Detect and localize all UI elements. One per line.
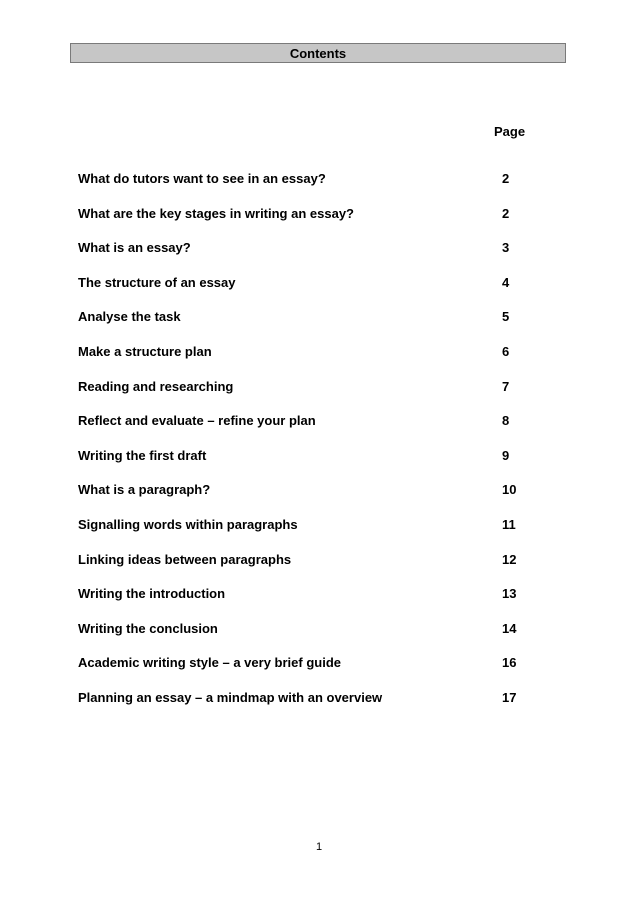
toc-entry-title: What is a paragraph? — [78, 482, 211, 498]
toc-entry-title: Analyse the task — [78, 309, 181, 325]
toc-entry-title: Reading and researching — [78, 378, 234, 394]
toc-entry-title: What are the key stages in writing an essay? — [78, 205, 354, 221]
toc-entry-page: 4 — [502, 274, 510, 290]
toc-entry-page: 2 — [502, 205, 510, 221]
toc-entry-title: Writing the conclusion — [78, 620, 218, 636]
toc-entry-page: 5 — [502, 309, 510, 325]
toc-entry-page: 12 — [502, 551, 517, 567]
toc-entry[interactable] — [78, 412, 538, 447]
toc-entry-page: 16 — [502, 655, 517, 671]
toc-entry[interactable] — [78, 620, 538, 655]
toc-entry-title: Planning an essay – a mindmap with an overview — [78, 689, 383, 705]
table-of-contents — [78, 170, 538, 724]
toc-entry[interactable] — [78, 481, 538, 516]
toc-entry-title: Writing the introduction — [78, 586, 226, 602]
toc-entry[interactable] — [78, 239, 538, 274]
toc-entry-title: Writing the first draft — [78, 447, 207, 463]
toc-entry[interactable] — [78, 689, 538, 724]
toc-entry-title: Academic writing style – a very brief guide — [78, 655, 341, 671]
toc-entry-title: Reflect and evaluate – refine your plan — [78, 413, 316, 429]
page-column-label: Page — [494, 124, 526, 139]
toc-entry-title: Make a structure plan — [78, 343, 212, 359]
toc-entry-title: Linking ideas between paragraphs — [78, 551, 292, 567]
toc-entry[interactable] — [78, 343, 538, 378]
contents-header — [70, 43, 566, 63]
toc-entry-page: 8 — [502, 413, 510, 429]
contents-title: Contents — [289, 45, 347, 61]
footer-page-number: 1 — [315, 841, 323, 853]
toc-entry-page: 9 — [502, 447, 510, 463]
toc-entry-title: What do tutors want to see in an essay? — [78, 171, 326, 186]
toc-entry[interactable] — [78, 274, 538, 309]
toc-entry-page: 2 — [502, 171, 510, 186]
toc-entry-title: The structure of an essay — [78, 274, 236, 290]
toc-entry[interactable] — [78, 585, 538, 620]
toc-entry-title: Signalling words within paragraphs — [78, 516, 298, 532]
toc-entry[interactable] — [78, 205, 538, 240]
toc-entry-page: 6 — [502, 343, 510, 359]
toc-entry-page: 3 — [502, 240, 510, 256]
toc-entry-page: 14 — [502, 620, 517, 636]
toc-entry-page: 10 — [502, 482, 517, 498]
toc-entry-page: 13 — [502, 586, 517, 602]
toc-entry[interactable] — [78, 551, 538, 586]
toc-entry[interactable] — [78, 378, 538, 413]
toc-entry[interactable] — [78, 654, 538, 689]
toc-entry[interactable] — [78, 516, 538, 551]
toc-entry[interactable] — [78, 447, 538, 482]
toc-entry-page: 7 — [502, 378, 510, 394]
toc-entry-title: What is an essay? — [78, 240, 191, 256]
toc-entry-page: 17 — [502, 689, 517, 705]
toc-entry[interactable] — [78, 170, 538, 205]
toc-entry-page: 11 — [502, 516, 516, 532]
toc-entry[interactable] — [78, 308, 538, 343]
